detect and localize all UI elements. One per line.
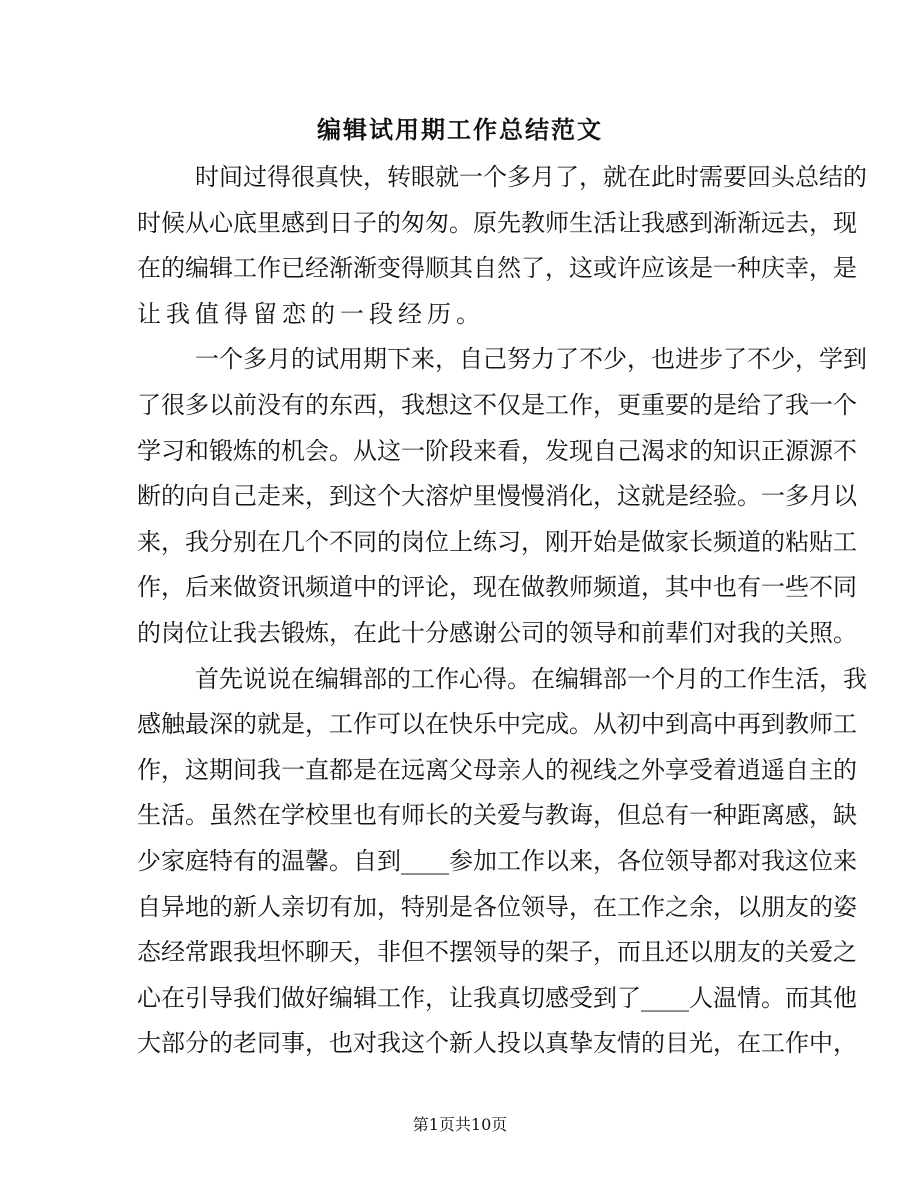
text-line: 少家庭特有的温馨。自到____参加工作以来，各位领导都对我这位来 (137, 846, 857, 875)
text-line: 学习和锻炼的机会。从这一阶段来看，发现自己渴求的知识正源源不 (137, 436, 857, 465)
text-line: 作，后来做资讯频道中的评论，现在做教师频道，其中也有一些不同 (137, 573, 857, 602)
text-line: 来，我分别在几个不同的岗位上练习，刚开始是做家长频道的粘贴工 (137, 527, 857, 556)
paragraph (137, 160, 867, 342)
text-line: 生活。虽然在学校里也有师长的关爱与教诲，但总有一种距离感，缺 (137, 801, 857, 830)
page-indicator: 第1页共10页 (412, 1115, 508, 1134)
text-line: 自异地的新人亲切有加，特别是各位领导，在工作之余，以朋友的姿 (137, 892, 857, 921)
text-line: 时间过得很真快，转眼就一个多月了，就在此时需要回头总结的 (195, 163, 867, 191)
text-line: 大部分的老同事，也对我这个新人投以真挚友情的目光，在工作中， (137, 1029, 857, 1058)
text-line: 作，这期间我一直都是在远离父母亲人的视线之外享受着逍遥自主的 (137, 755, 857, 784)
paragraph (137, 662, 867, 1072)
text-line: 首先说说在编辑部的工作心得。在编辑部一个月的工作生活，我 (195, 664, 867, 693)
text-line: 态经常跟我坦怀聊天，非但不摆领导的架子，而且还以朋友的关爱之 (137, 938, 857, 967)
text-line: 心在引导我们做好编辑工作，让我真切感受到了____人温情。而其他 (137, 983, 857, 1012)
text-line: 断的向自己走来，到这个大溶炉里慢慢消化，这就是经验。一多月以 (137, 482, 857, 511)
text-line: 在的编辑工作已经渐渐变得顺其自然了，这或许应该是一种庆幸，是 (137, 254, 857, 283)
text-line: 一个多月的试用期下来，自己努力了不少，也进步了不少，学到 (195, 345, 867, 374)
document-title: 编辑试用期工作总结范文 (317, 115, 603, 144)
paragraph (137, 342, 867, 661)
text-line: 时候从心底里感到日子的匆匆。原先教师生活让我感到渐渐远去，现 (137, 208, 857, 237)
text-line: 了很多以前没有的东西，我想这不仅是工作，更重要的是给了我一个 (137, 390, 857, 419)
text-line: 让我值得留恋的一段经历。 (137, 299, 485, 328)
document-body (137, 160, 867, 1072)
text-line: 感触最深的就是，工作可以在快乐中完成。从初中到高中再到教师工 (137, 710, 857, 739)
text-line: 的岗位让我去锻炼，在此十分感谢公司的领导和前辈们对我的关照。 (137, 618, 857, 647)
